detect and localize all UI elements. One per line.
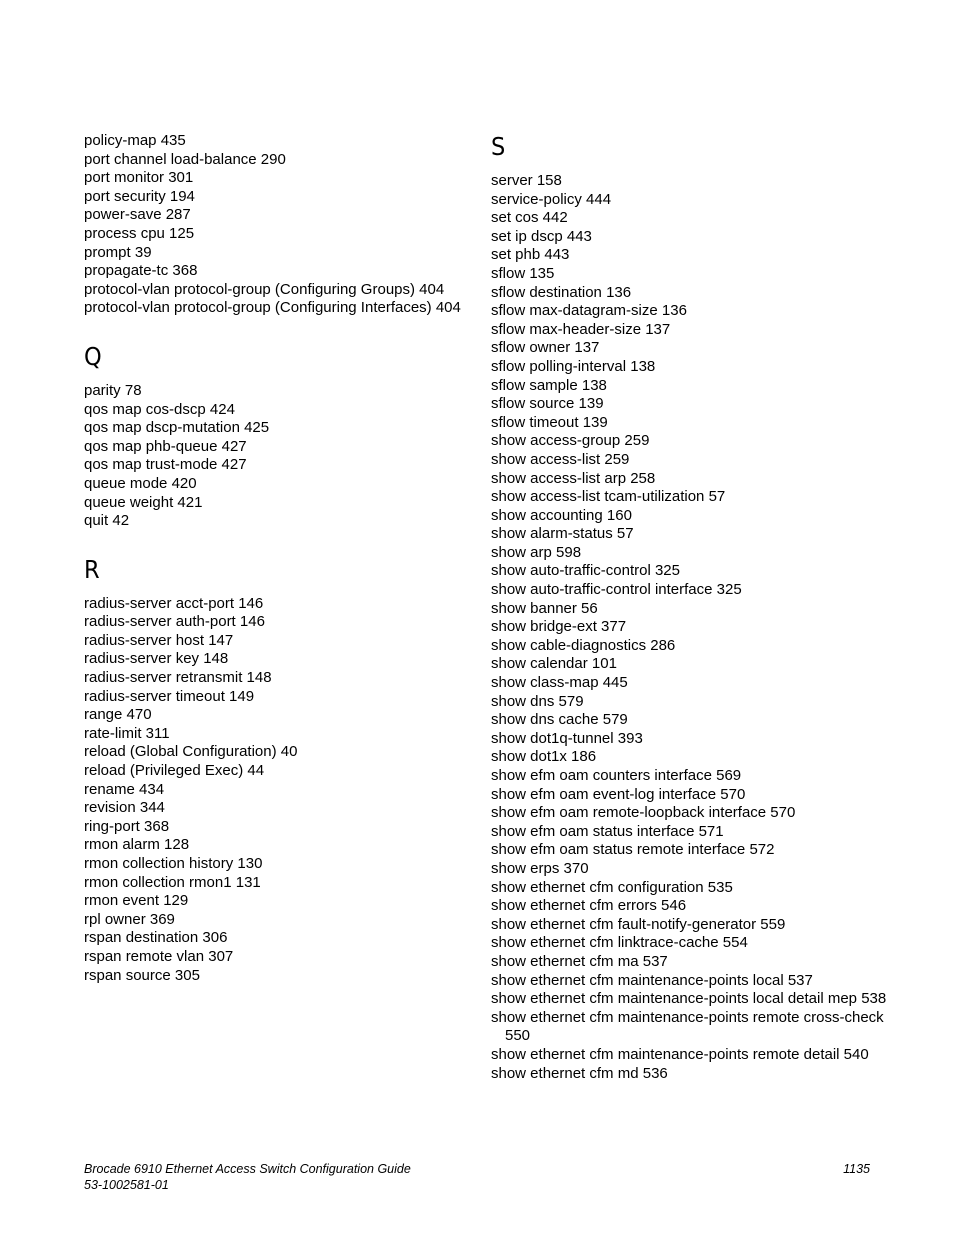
index-entry: rspan destination 306	[84, 929, 228, 947]
left-index-column	[84, 132, 474, 985]
r-entries	[84, 595, 474, 985]
document-title: Brocade 6910 Ethernet Access Switch Configuration Guide	[84, 1162, 411, 1176]
page-number: 1135	[843, 1162, 870, 1176]
index-entry: show ethernet cfm fault-notify-generator 559	[491, 915, 786, 933]
index-entry: show efm oam status remote interface 572	[491, 841, 775, 859]
index-entry: show dot1x 186	[491, 748, 597, 766]
index-entry: revision 344	[84, 799, 165, 817]
index-entry: rspan remote vlan 307	[84, 947, 234, 965]
index-entry: show dot1q-tunnel 393	[491, 729, 643, 747]
index-entry: show ethernet cfm maintenance-points local 537	[491, 971, 813, 989]
index-entry: quit 42	[84, 512, 130, 530]
index-entry: show access-group 259	[491, 432, 650, 450]
index-entry: qos map cos-dscp 424	[84, 400, 235, 418]
index-entry: radius-server timeout 149	[84, 687, 255, 705]
index-entry: process cpu 125	[84, 224, 195, 242]
index-entry: reload (Privileged Exec) 44	[84, 762, 265, 780]
index-entry: radius-server host 147	[84, 631, 234, 649]
index-entry: rmon alarm 128	[84, 836, 190, 854]
index-entry: show ethernet cfm maintenance-points local detail mep 538	[491, 990, 887, 1008]
index-entry: show banner 56	[491, 599, 598, 617]
index-entry: rename 434	[84, 780, 165, 798]
index-entry: show dns 579	[491, 692, 584, 710]
index-entry: qos map trust-mode 427	[84, 456, 247, 474]
footer-left	[84, 1161, 411, 1193]
index-entry: show dns cache 579	[491, 711, 628, 729]
index-entry: show access-list arp 258	[491, 469, 656, 487]
index-entry: set phb 443	[491, 246, 570, 264]
section-heading-q: Q	[84, 341, 102, 371]
index-entry: show efm oam event-log interface 570	[491, 785, 746, 803]
index-entry: service-policy 444	[491, 190, 612, 208]
footer-right	[700, 1161, 870, 1177]
s-wrapped-entries	[491, 990, 891, 1046]
index-entry: show cable-diagnostics 286	[491, 636, 676, 654]
index-entry: queue mode 420	[84, 474, 197, 492]
index-entry: show auto-traffic-control interface 325	[491, 581, 742, 599]
index-entry: sflow 135	[491, 264, 555, 282]
index-entry: radius-server auth-port 146	[84, 613, 265, 631]
index-entry: show ethernet cfm linktrace-cache 554	[491, 934, 748, 952]
index-entry: ring-port 368	[84, 817, 170, 835]
document-number: 53-1002581-01	[84, 1178, 169, 1192]
index-entry: sflow timeout 139	[491, 413, 608, 431]
index-entry: show efm oam remote-loopback interface 570	[491, 804, 796, 822]
index-entry: port security 194	[84, 187, 195, 205]
index-entry: policy-map 435	[84, 132, 186, 149]
index-entry: show arp 598	[491, 543, 582, 561]
index-entry: show class-map 445	[491, 674, 628, 692]
index-entry: show ethernet cfm md 536	[491, 1064, 668, 1082]
index-entry: show auto-traffic-control 325	[491, 562, 680, 580]
index-entry: reload (Global Configuration) 40	[84, 743, 298, 761]
index-entry: sflow sample 138	[491, 376, 607, 394]
index-entry: show calendar 101	[491, 655, 617, 673]
index-entry: show alarm-status 57	[491, 525, 634, 543]
index-entry: propagate-tc 368	[84, 262, 198, 280]
index-entry: server 158	[491, 172, 562, 189]
index-entry: protocol-vlan protocol-group (Configuring Groups) 404	[84, 280, 445, 298]
index-entry: port channel load-balance 290	[84, 150, 286, 168]
index-entry: rmon collection history 130	[84, 855, 263, 872]
right-index-column	[491, 132, 891, 1083]
index-entry: radius-server key 148	[84, 650, 229, 668]
index-entry: rate-limit 311	[84, 724, 170, 742]
index-entry: show efm oam counters interface 569	[491, 767, 742, 784]
index-entry: prompt 39	[84, 243, 152, 261]
index-entry: show accounting 160	[491, 506, 632, 524]
q-entries	[84, 382, 474, 531]
index-entry: radius-server retransmit 148	[84, 669, 272, 687]
index-entry: rmon event 129	[84, 892, 189, 910]
index-entry: show efm oam status interface 571	[491, 822, 724, 840]
s-tail-entries	[491, 1046, 891, 1083]
index-entry: qos map dscp-mutation 425	[84, 419, 270, 437]
index-entry: parity 78	[84, 381, 142, 399]
index-entry: set cos 442	[491, 209, 568, 227]
index-entry: show access-list tcam-utilization 57	[491, 488, 726, 506]
index-entry: show ethernet cfm errors 546	[491, 897, 687, 915]
index-entry: queue weight 421	[84, 493, 203, 511]
index-entry: power-save 287	[84, 206, 191, 224]
index-entry: show access-list 259	[491, 450, 630, 468]
section-heading-r: R	[84, 554, 100, 584]
index-entry: sflow destination 136	[491, 283, 632, 301]
index-entry: radius-server acct-port 146	[84, 594, 264, 612]
index-entry: sflow owner 137	[491, 339, 600, 357]
index-entry: range 470	[84, 706, 152, 724]
index-entry: show ethernet cfm maintenance-points remote detail 540	[491, 1045, 869, 1063]
index-entry: show ethernet cfm ma 537	[491, 952, 668, 970]
index-entry: rmon collection rmon1 131	[84, 873, 261, 891]
index-entry: show erps 370	[491, 859, 589, 877]
index-entry: sflow max-datagram-size 136	[491, 302, 687, 320]
index-entry: protocol-vlan protocol-group (Configuring Interfaces) 404	[84, 299, 461, 317]
index-entry: sflow polling-interval 138	[491, 357, 656, 375]
index-entry: set ip dscp 443	[491, 227, 592, 245]
index-entry: rspan source 305	[84, 966, 200, 984]
index-entry: show bridge-ext 377	[491, 618, 627, 636]
section-heading-s: S	[491, 132, 506, 161]
index-entry: qos map phb-queue 427	[84, 437, 247, 455]
index-entry: sflow max-header-size 137	[491, 320, 671, 338]
index-entry: show ethernet cfm maintenance-points remote cross-check 550	[491, 1008, 884, 1045]
index-entry: rpl owner 369	[84, 910, 175, 928]
index-entry: sflow source 139	[491, 395, 604, 413]
index-entry: port monitor 301	[84, 169, 194, 187]
index-entry: show ethernet cfm configuration 535	[491, 878, 733, 896]
s-entries	[491, 172, 891, 990]
p-entries	[84, 132, 474, 318]
